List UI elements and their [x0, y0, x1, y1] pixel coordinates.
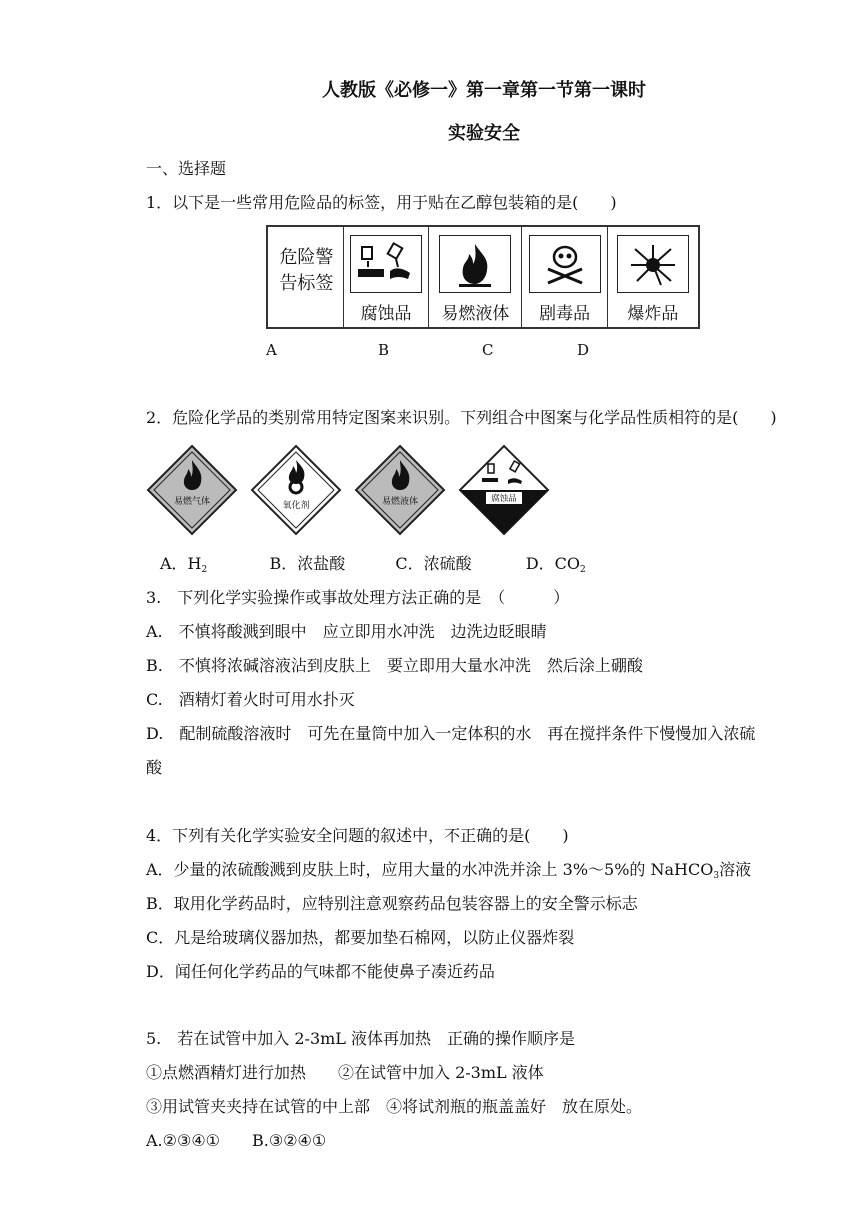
- corrosive-icon: [350, 235, 422, 293]
- question-3-option-d-line2: 酸: [146, 758, 163, 777]
- table-header-cell: [268, 227, 343, 327]
- question-3-option-d-line1: D. 配制硫酸溶液时 可先在量筒中加入一定体积的水 再在搅拌条件下慢慢加入浓硫: [146, 724, 756, 743]
- oxidizer-text: 氧化剂: [282, 501, 310, 511]
- page-title: 人教版《必修一》第一章第一节第一课时: [322, 80, 646, 101]
- label-caption-explosive: 爆炸品: [627, 304, 679, 324]
- option-a-label: A: [266, 341, 277, 359]
- question-3-text: 3. 下列化学实验操作或事故处理方法正确的是 （ ）: [146, 588, 570, 607]
- label-caption-flammable-liquid: 易燃液体: [441, 304, 510, 324]
- option-c: C．浓硫酸: [395, 554, 472, 573]
- question-3-option-c: C. 酒精灯着火时可用水扑灭: [146, 690, 355, 709]
- skull-crossbones-icon: [529, 235, 601, 293]
- question-4-text: 4．下列有关化学实验安全问题的叙述中，不正确的是( ): [146, 826, 569, 845]
- question-4-option-b: B．取用化学药品时，应特别注意观察药品包装容器上的安全警示标志: [146, 894, 638, 913]
- question-4-option-a: A．少量的浓硫酸溅到皮肤上时，应用大量的水冲洗并涂上 3%～5%的 NaHCO$_3$溶液: [146, 860, 752, 881]
- option-d-label: D: [577, 341, 590, 359]
- oxidizer-sign: [250, 444, 342, 536]
- label-cell-corrosive: [343, 227, 428, 327]
- question-5-text: 5. 若在试管中加入 2-3mL 液体再加热 正确的操作顺序是: [146, 1029, 576, 1048]
- question-2-options: [160, 554, 586, 580]
- table-header-line-2: 告标签: [279, 273, 334, 294]
- corrosive-text: 腐蚀品: [491, 494, 517, 504]
- hazard-diamond-row: [146, 444, 566, 544]
- label-caption-corrosive: 腐蚀品: [360, 304, 412, 324]
- flammable-gas-text: 易燃气体: [173, 497, 211, 507]
- flammable-gas-sign: [146, 444, 238, 536]
- question-1-text: 1．以下是一些常用危险品的标签，用于贴在乙醇包装箱的是( ): [146, 193, 617, 212]
- flame-icon: [439, 235, 511, 293]
- question-2-text: 2．危险化学品的类别常用特定图案来识别。下列组合中图案与化学品性质相符的是( ): [146, 408, 777, 427]
- label-cell-explosive: [607, 227, 698, 327]
- label-cell-toxic: [521, 227, 606, 327]
- option-b-label: B: [378, 341, 390, 359]
- label-cell-flammable-liquid: [428, 227, 521, 327]
- corrosive-sign: [458, 444, 550, 536]
- question-4-option-c: C．凡是给玻璃仪器加热，都要加垫石棉网，以防止仪器炸裂: [146, 928, 575, 947]
- section-heading: 一、选择题: [146, 159, 227, 178]
- page-subtitle: 实验安全: [448, 123, 520, 144]
- question-4-option-d: D．闻任何化学药品的气味都不能使鼻子凑近药品: [146, 962, 495, 981]
- label-caption-toxic: 剧毒品: [539, 304, 591, 324]
- hazard-label-table: [266, 225, 700, 329]
- option-d: D．$CO_2$: [525, 554, 586, 575]
- question-5-steps-1: ①点燃酒精灯进行加热 ②在试管中加入 2-3mL 液体: [146, 1063, 544, 1082]
- option-b: B．浓盐酸: [269, 554, 346, 573]
- option-c-label: C: [482, 341, 494, 359]
- option-a: A．$H_2$: [160, 554, 208, 575]
- question-3-option-a: A. 不慎将酸溅到眼中 应立即用水冲洗 边洗边眨眼睛: [146, 622, 547, 641]
- question-5-steps-2: ③用试管夹夹持在试管的中上部 ④将试剂瓶的瓶盖盖好 放在原处。: [146, 1097, 643, 1116]
- flammable-liquid-sign: [354, 444, 446, 536]
- table-header-line-1: 危险警: [279, 247, 334, 268]
- explosion-icon: [617, 235, 689, 293]
- question-5-options: A.②③④① B.③②④①: [146, 1131, 327, 1150]
- flammable-liquid-text: 易燃液体: [381, 497, 419, 507]
- question-3-option-b: B. 不慎将浓碱溶液沾到皮肤上 要立即用大量水冲洗 然后涂上硼酸: [146, 656, 643, 675]
